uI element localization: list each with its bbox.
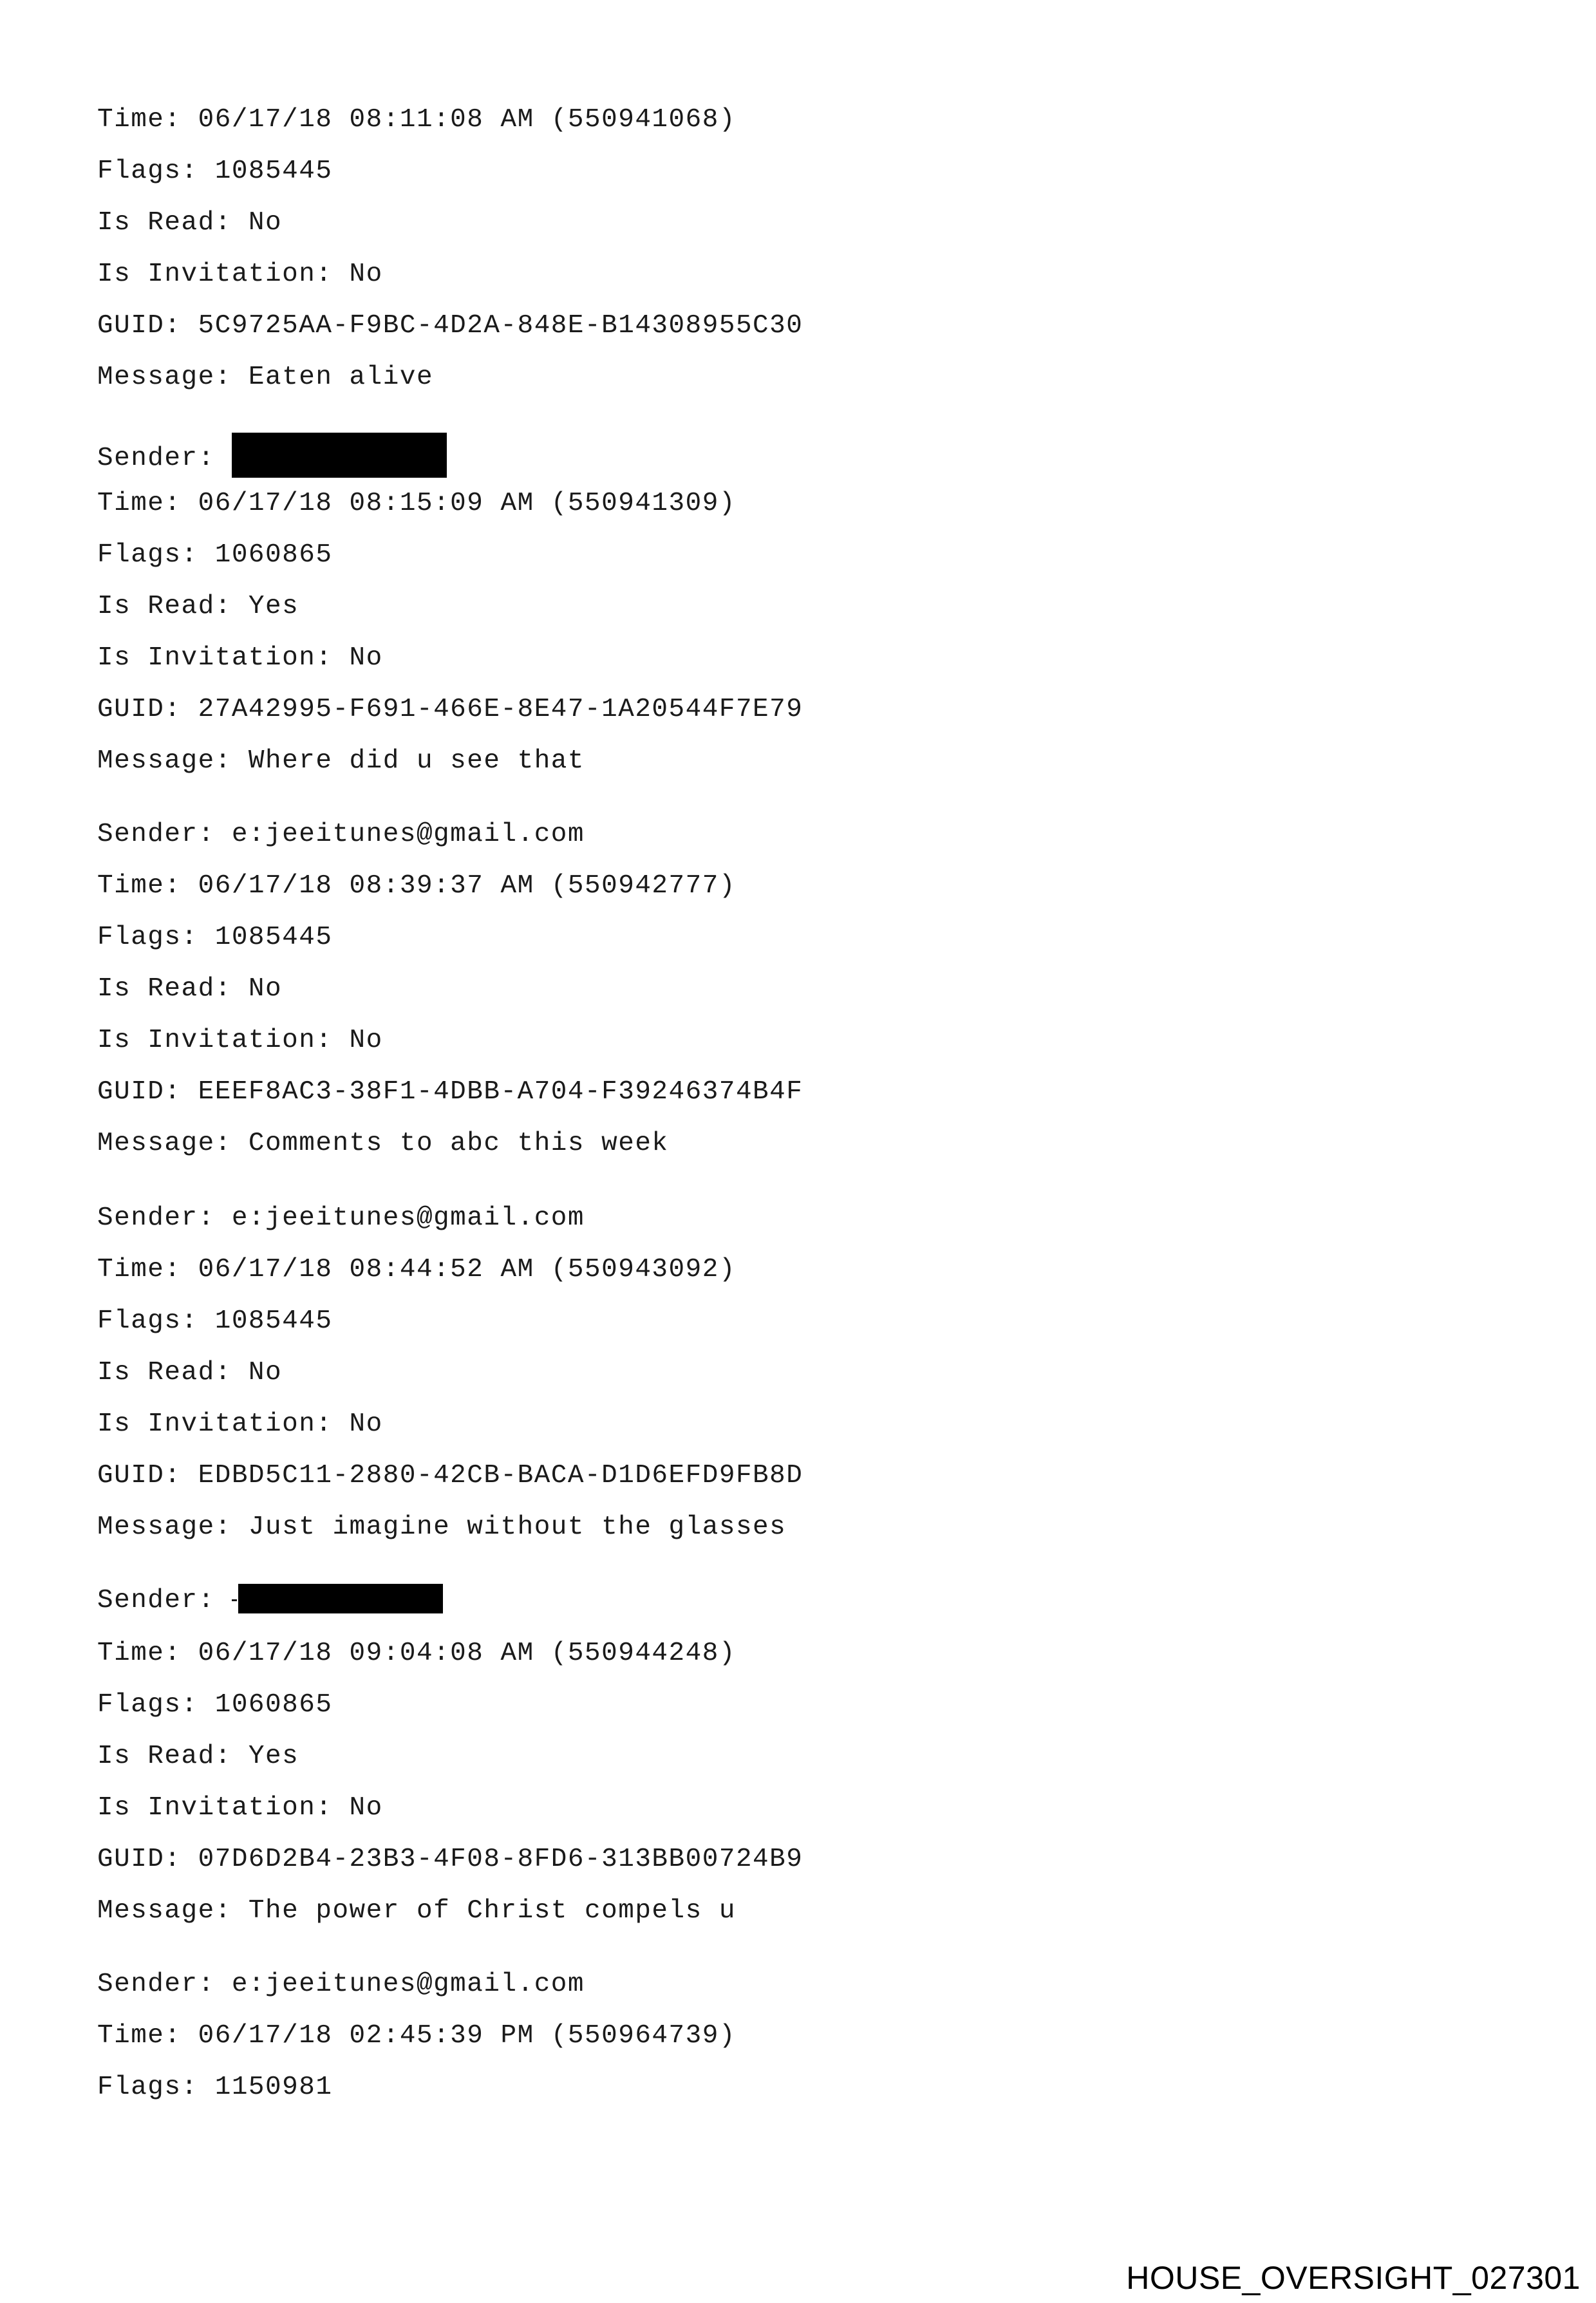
message-guid: GUID: EEEF8AC3-38F1-4DBB-A704-F39246374B4F	[97, 1077, 803, 1107]
message-text: Message: Where did u see that	[97, 746, 585, 776]
message-guid: GUID: 5C9725AA-F9BC-4D2A-848E-B14308955C30	[97, 311, 803, 341]
message-guid: GUID: 27A42995-F691-466E-8E47-1A20544F7E79	[97, 695, 803, 724]
message-time: Time: 06/17/18 02:45:39 PM (550964739)	[97, 2021, 736, 2051]
message-flags: Flags: 1060865	[97, 540, 333, 570]
message-text: Message: Comments to abc this week	[97, 1129, 669, 1158]
message-time: Time: 06/17/18 08:15:09 AM (550941309)	[97, 489, 736, 518]
bates-number: HOUSE_OVERSIGHT_027301	[1126, 2260, 1581, 2296]
message-flags: Flags: 1085445	[97, 1306, 333, 1336]
message-time: Time: 06/17/18 09:04:08 AM (550944248)	[97, 1639, 736, 1668]
message-guid: GUID: 07D6D2B4-23B3-4F08-8FD6-313BB00724B9	[97, 1845, 803, 1874]
message-is-invitation: Is Invitation: No	[97, 1793, 383, 1823]
message-time: Time: 06/17/18 08:39:37 AM (550942777)	[97, 871, 736, 901]
message-is-invitation: Is Invitation: No	[97, 1409, 383, 1439]
message-flags: Flags: 1085445	[97, 156, 333, 186]
message-time: Time: 06/17/18 08:44:52 AM (550943092)	[97, 1255, 736, 1284]
message-guid: GUID: EDBD5C11-2880-42CB-BACA-D1D6EFD9FB8D	[97, 1461, 803, 1490]
redaction-box	[232, 433, 447, 478]
message-flags: Flags: 1060865	[97, 1690, 333, 1720]
message-text: Message: Eaten alive	[97, 362, 434, 392]
redaction-box	[238, 1584, 443, 1613]
message-time: Time: 06/17/18 08:11:08 AM (550941068)	[97, 105, 736, 135]
message-text: Message: The power of Christ compels u	[97, 1896, 736, 1926]
message-is-invitation: Is Invitation: No	[97, 643, 383, 673]
message-flags: Flags: 1150981	[97, 2073, 333, 2102]
message-flags: Flags: 1085445	[97, 923, 333, 952]
message-sender: Sender: e:jeeitunes@gmail.com	[97, 1203, 585, 1233]
message-text: Message: Just imagine without the glasses	[97, 1512, 787, 1542]
sender-label: Sender:	[97, 1586, 232, 1615]
message-is-invitation: Is Invitation: No	[97, 259, 383, 289]
message-is-read: Is Read: Yes	[97, 592, 299, 621]
message-sender: Sender: e:jeeitunes@gmail.com	[97, 820, 585, 849]
sender-label: Sender:	[97, 443, 232, 473]
redaction-edge-mark	[232, 1599, 237, 1601]
message-is-read: Is Read: No	[97, 1358, 283, 1387]
message-sender	[97, 435, 447, 480]
message-sender	[97, 1585, 443, 1616]
message-is-read: Is Read: No	[97, 974, 283, 1004]
message-is-read: Is Read: No	[97, 208, 283, 238]
message-is-invitation: Is Invitation: No	[97, 1026, 383, 1055]
message-is-read: Is Read: Yes	[97, 1742, 299, 1771]
message-sender: Sender: e:jeeitunes@gmail.com	[97, 1969, 585, 1999]
